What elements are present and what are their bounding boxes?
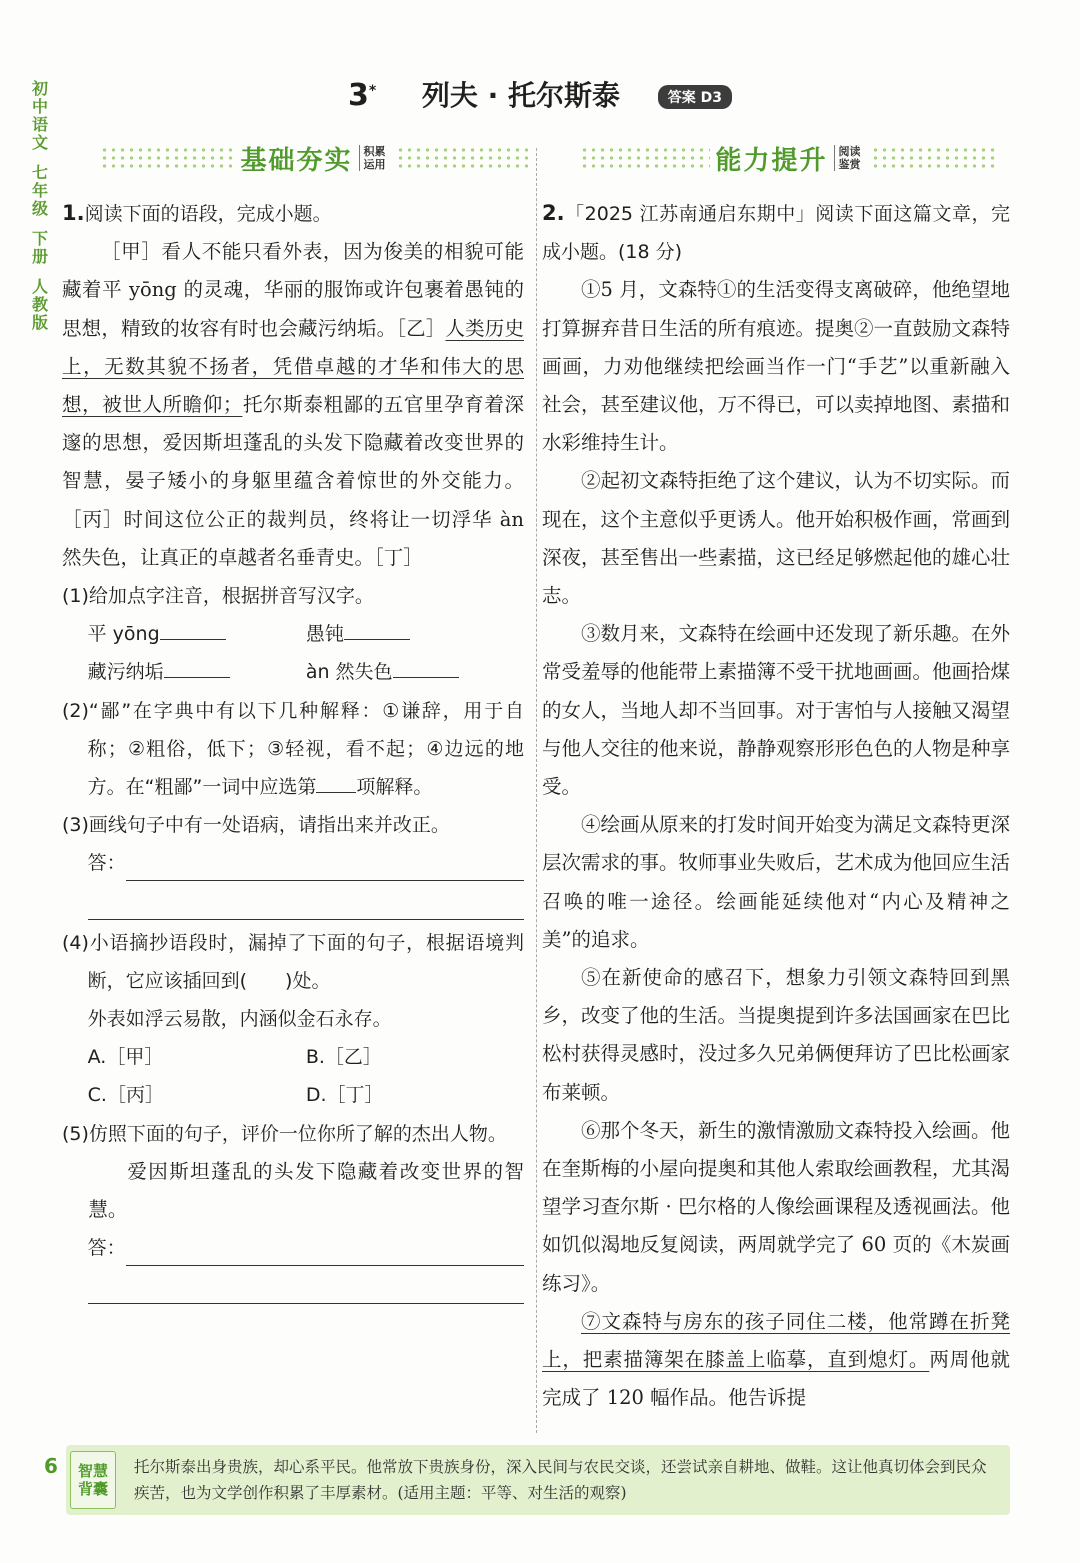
sidebar-edition: 人教版: [31, 277, 48, 332]
page-number: 6: [44, 1454, 58, 1478]
answer-line[interactable]: [126, 844, 524, 881]
q1-sub4: (4)小语摘抄语段时，漏掉了下面的句子，根据语境判断，它应该插回到( )处。: [62, 931, 524, 992]
lesson-number: 3: [347, 78, 369, 113]
q2-number: 2.: [542, 201, 565, 225]
q1-sub1: (1)给加点字注音，根据拼音写汉字。: [62, 585, 374, 608]
answer-row-3: [62, 844, 524, 882]
answer-label: 答：: [87, 1237, 126, 1260]
answer-line[interactable]: [88, 883, 524, 920]
answer-blank[interactable]: [393, 653, 459, 678]
tip-label: 智慧背囊: [70, 1451, 116, 1509]
sub2-text: (2)“鄙”在字典中有以下几种解释：①谦辞，用于自称；②粗俗，低下；③轻视，看不起；④边远的地方。在“粗鄙”一词中应选第: [62, 699, 524, 799]
pinyin-row-2: [62, 653, 524, 691]
q1-sub5: (5)仿照下面的句子，评价一位你所了解的杰出人物。: [62, 1122, 507, 1145]
section-header-advanced: [580, 138, 1000, 178]
sidebar-volume: 下册: [31, 229, 48, 266]
paragraph-7: [542, 1303, 1010, 1418]
q1-sub2: [62, 692, 524, 807]
options-row-2: [62, 1076, 524, 1114]
underlined-sentence: ⑦文森特与房东的孩子同住二楼，他常蹲在折凳上，把素描簿架在膝盖上临摹，直到熄灯。: [542, 1309, 1010, 1372]
underlined-sentence: 人类历史上，无数其貌不扬者，凭借卓越的才华和伟大的思想，被世人所瞻仰；: [62, 316, 524, 417]
sidebar-grade: 七年级: [31, 163, 48, 218]
answer-blank[interactable]: [164, 653, 230, 678]
q1-sub5-example: 爱因斯坦蓬乱的头发下隐藏着改变世界的智慧。: [88, 1159, 524, 1222]
pinyin-item-2: 愚钝: [305, 623, 344, 646]
pinyin-row-1: [62, 615, 524, 653]
paragraph-5: ⑤在新使命的感召下，想象力引领文森特回到黑乡，改变了他的生活。当提奥提到许多法国画家在巴比松村获得灵感时，没过多久兄弟俩便拜访了巴比松画家布莱顿。: [542, 966, 1011, 1104]
answer-label: 答：: [87, 852, 126, 875]
dots-decoration: [871, 146, 1001, 170]
passage-part-c: 托尔斯泰粗鄙的五官里孕育着深邃的思想，爱因斯坦蓬乱的头发下隐藏着改变世界的智慧，晏子矮小的身躯里蕴含着惊世的外交能力。［丙］时间这位公正的裁判员，终将让一切浮华 àn 然失色，让真正的卓越者名垂青史。［丁］: [62, 393, 524, 569]
answer-tag: 答案 D3: [658, 85, 732, 109]
section-sub-basic: 积累运用: [359, 145, 390, 171]
question-2: [542, 194, 1010, 1418]
section-sub-advanced: 阅读鉴赏: [834, 145, 865, 171]
section-title-advanced: 能力提升: [715, 145, 828, 176]
lesson-title: 列夫 · 托尔斯泰: [421, 79, 621, 112]
answer-row-5: [62, 1229, 524, 1267]
section-title-basic: 基础夯实: [240, 145, 353, 176]
option-b[interactable]: B.［乙］: [305, 1046, 382, 1069]
q1-sub4-sentence: 外表如浮云易散，内涵似金石永存。: [87, 1008, 392, 1031]
answer-line[interactable]: [88, 1267, 524, 1304]
answer-blank[interactable]: [344, 615, 410, 640]
passage-part-a: ［甲］看人不能只看外表，因为俊美的相貌可能藏着平 yōng 的灵魂，华丽的服饰或许包裹着愚钝的思想，精致的妆容有时也会藏污纳垢。［乙］: [62, 240, 524, 340]
paragraph-2: ②起初文森特拒绝了这个建议，认为不切实际。而现在，这个主意似乎更诱人。他开始积极作画，常画到深夜，甚至售出一些素描，这已经足够燃起他的雄心壮志。: [542, 469, 1011, 608]
option-c[interactable]: C.［丙］: [87, 1084, 164, 1107]
sidebar-subject: 初中语文: [31, 79, 48, 152]
q1-sub3: (3)画线句子中有一处语病，请指出来并改正。: [62, 814, 450, 837]
paragraph-7-rest: 两周他就完成了 120 幅作品。他告诉提: [542, 1348, 1010, 1410]
column-divider: [536, 148, 537, 1433]
q2-stem: 「2025 江苏南通启东期中」阅读下面这篇文章，完成小题。(18 分): [542, 203, 1010, 264]
dots-decoration: [396, 146, 531, 170]
q1-passage: [62, 233, 524, 577]
pinyin-item-3: 藏污纳垢: [87, 661, 164, 684]
pinyin-item-4: àn 然失色: [305, 661, 393, 684]
tip-box: [66, 1445, 1010, 1515]
answer-blank[interactable]: [160, 615, 226, 640]
paragraph-6: ⑥那个冬天，新生的激情激励文森特投入绘画。他在奎斯梅的小屋向提奥和其他人索取绘画教程，尤其渴望学习查尔斯 · 巴尔格的人像绘画课程及透视画法。他如饥似渴地反复阅读，两周就学完了 60 页的《木炭画练习》。: [542, 1118, 1011, 1295]
dots-decoration: [100, 146, 235, 170]
q1-number: 1.: [62, 201, 85, 225]
option-d[interactable]: D.［丁］: [305, 1084, 384, 1107]
answer-blank[interactable]: [316, 768, 356, 793]
paragraph-4: ④绘画从原来的打发时间开始变为满足文森特更深层次需求的事。牧师事业失败后，艺术成为他回应生活召唤的唯一途径。绘画能延续他对“内心及精神之美”的追求。: [542, 813, 1011, 951]
page-title: [0, 74, 1080, 114]
q1-stem: 阅读下面的语段，完成小题。: [84, 203, 332, 225]
option-a[interactable]: A.［甲］: [87, 1046, 164, 1069]
pinyin-item-1: 平 yōng: [87, 623, 160, 646]
options-row-1: [62, 1038, 524, 1076]
sub2-tail: 项解释。: [356, 776, 433, 799]
tip-text: 托尔斯泰出身贵族，却心系平民。他常放下贵族身份，深入民间与农民交谈，还尝试亲自耕地、做鞋。这让他真切体会到民众疾苦，也为文学创作积累了丰厚素材。(适用主题：平等、对生活的观察): [134, 1458, 987, 1502]
sidebar-label: [26, 80, 54, 344]
lesson-star: *: [368, 82, 377, 99]
paragraph-1: ①5 月，文森特①的生活变得支离破碎，他绝望地打算摒弃昔日生活的所有痕迹。提奥②一直鼓励文森特画画，力劝他继续把绘画当作一门“手艺”以重新融入社会，甚至建议他，万不得已，可以卖掉地图、素描和水彩维持生计。: [542, 278, 1011, 455]
answer-line[interactable]: [126, 1229, 524, 1266]
paragraph-3: ③数月来，文森特在绘画中还发现了新乐趣。在外常受羞辱的他能带上素描簿不受干扰地画画。他画拾煤的女人，当地人却不当回事。对于害怕与人接触又渴望与他人交往的他来说，静静观察形形色色的人物是种享受。: [542, 622, 1011, 799]
dots-decoration: [580, 146, 710, 170]
question-1: [62, 194, 524, 1304]
section-header-basic: [100, 138, 530, 178]
